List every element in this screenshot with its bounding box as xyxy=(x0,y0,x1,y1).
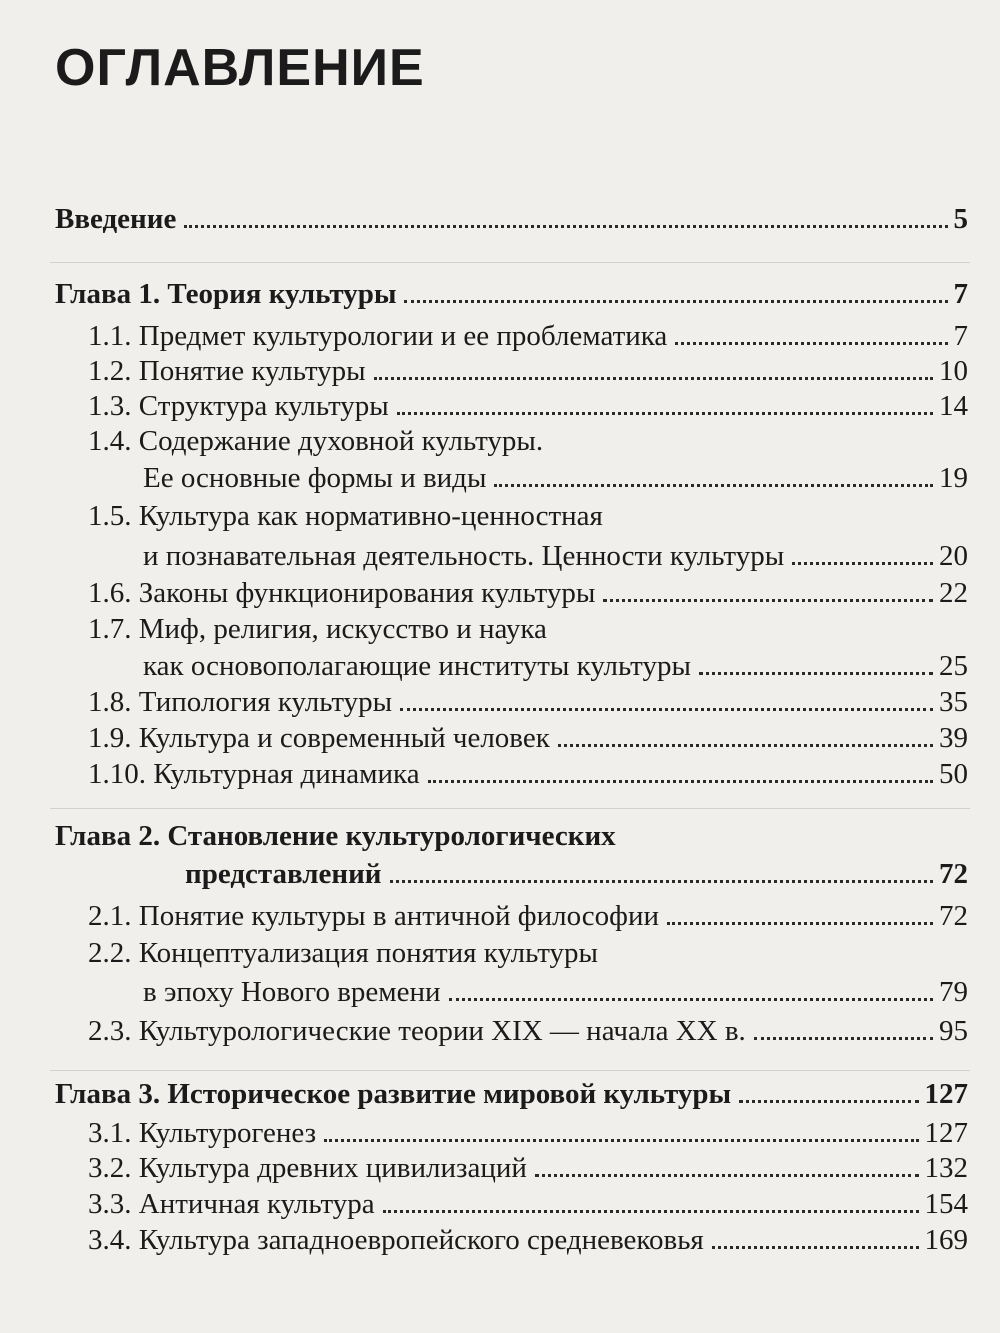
toc-chapter-entry xyxy=(55,280,968,309)
dot-leader xyxy=(699,672,933,675)
toc-entry-title: в эпоху Нового времени xyxy=(143,976,441,1008)
toc-page-number: 7 xyxy=(953,278,968,310)
toc-page-number: 10 xyxy=(939,355,968,387)
toc-entry-title: 3.4. Культура западноевропейского средневековья xyxy=(88,1224,704,1256)
toc-section-entry xyxy=(143,978,968,1007)
toc-section-entry xyxy=(143,652,968,681)
toc-page-number: 14 xyxy=(939,390,968,422)
toc-section-entry xyxy=(88,902,968,931)
toc-entry-title: 1.10. Культурная динамика xyxy=(88,758,420,790)
toc-chapter-entry xyxy=(55,822,616,851)
toc-page-number: 20 xyxy=(939,540,968,572)
section-separator xyxy=(50,1070,970,1071)
toc-section-entry xyxy=(88,502,603,531)
dot-leader xyxy=(324,1139,918,1142)
toc-page-number: 127 xyxy=(924,1117,968,1149)
toc-page-number: 154 xyxy=(924,1188,968,1220)
toc-entry-title: 1.5. Культура как нормативно-ценностная xyxy=(88,500,603,532)
toc-entry-title: 1.4. Содержание духовной культуры. xyxy=(88,425,544,457)
toc-section-entry xyxy=(88,1154,968,1183)
dot-leader xyxy=(739,1100,918,1103)
toc-entry-title: 2.1. Понятие культуры в античной философии xyxy=(88,900,659,932)
toc-entry-title: 1.7. Миф, религия, искусство и наука xyxy=(88,613,547,645)
toc-page-number: 5 xyxy=(953,203,968,235)
dot-leader xyxy=(667,922,933,925)
toc-page-number: 50 xyxy=(939,758,968,790)
toc-entry-title: 1.1. Предмет культурологии и ее проблематика xyxy=(88,320,668,352)
section-separator xyxy=(50,262,970,263)
toc-entry-title: 1.6. Законы функционирования культуры xyxy=(88,577,596,609)
dot-leader xyxy=(390,880,933,883)
toc-section-entry xyxy=(88,322,968,351)
toc-page-number: 79 xyxy=(939,976,968,1008)
toc-page-number: 25 xyxy=(939,650,968,682)
toc-entry-title: 1.9. Культура и современный человек xyxy=(88,722,550,754)
toc-entry-title: 3.1. Культурогенез xyxy=(88,1117,317,1149)
dot-leader xyxy=(494,484,933,487)
toc-section-entry xyxy=(143,542,968,571)
toc-entry-title: 3.2. Культура древних цивилизаций xyxy=(88,1152,527,1184)
dot-leader xyxy=(374,377,933,380)
toc-entry-title: 2.3. Культурологические теории XIX — начала XX в. xyxy=(88,1015,746,1047)
dot-leader xyxy=(404,300,947,303)
toc-section-entry xyxy=(88,760,968,789)
toc-chapter-entry xyxy=(55,1080,968,1109)
toc-page-number: 72 xyxy=(939,900,968,932)
dot-leader xyxy=(383,1210,919,1213)
dot-leader xyxy=(603,599,933,602)
page-title: ОГЛАВЛЕНИЕ xyxy=(55,39,425,97)
dot-leader xyxy=(675,342,947,345)
toc-entry-title: как основополагающие институты культуры xyxy=(143,650,691,682)
toc-section-entry xyxy=(88,579,968,608)
toc-section-entry xyxy=(88,357,968,386)
toc-page-number: 95 xyxy=(939,1015,968,1047)
toc-chapter-entry xyxy=(185,860,968,889)
dot-leader xyxy=(397,412,933,415)
dot-leader xyxy=(535,1174,919,1177)
dot-leader xyxy=(792,562,933,565)
toc-page-number: 169 xyxy=(924,1224,968,1256)
toc-section-entry xyxy=(88,1119,968,1148)
dot-leader xyxy=(754,1037,933,1040)
toc-page-number: 132 xyxy=(924,1152,968,1184)
toc-section-entry xyxy=(88,1190,968,1219)
toc-entry-title: 1.8. Типология культуры xyxy=(88,686,393,718)
toc-section-entry xyxy=(88,1226,968,1255)
toc-page-number: 39 xyxy=(939,722,968,754)
dot-leader xyxy=(712,1246,919,1249)
dot-leader xyxy=(184,225,947,228)
toc-entry-title: представлений xyxy=(185,858,382,890)
toc-entry-title: Глава 1. Теория культуры xyxy=(55,278,397,310)
toc-entry-title: и познавательная деятельность. Ценности культуры xyxy=(143,540,785,572)
section-separator xyxy=(50,808,970,809)
toc-section-entry xyxy=(88,724,968,753)
dot-leader xyxy=(558,744,933,747)
dot-leader xyxy=(428,780,933,783)
toc-section-entry xyxy=(88,1017,968,1046)
toc-entry-title: 1.3. Структура культуры xyxy=(88,390,389,422)
toc-section-entry xyxy=(88,939,598,968)
dot-leader xyxy=(400,708,933,711)
toc-page-number: 22 xyxy=(939,577,968,609)
toc-entry-title: Ее основные формы и виды xyxy=(143,462,487,494)
toc-entry-title: Введение xyxy=(55,203,177,235)
toc-entry-title: 3.3. Античная культура xyxy=(88,1188,375,1220)
toc-page-number: 127 xyxy=(924,1078,968,1110)
toc-page-number: 7 xyxy=(953,320,968,352)
dot-leader xyxy=(449,998,933,1001)
toc-chapter-entry xyxy=(55,205,968,234)
toc-page-number: 35 xyxy=(939,686,968,718)
toc-section-entry xyxy=(88,615,547,644)
toc-entry-title: 2.2. Концептуализация понятия культуры xyxy=(88,937,598,969)
toc-entry-title: 1.2. Понятие культуры xyxy=(88,355,366,387)
toc-page-number: 19 xyxy=(939,462,968,494)
toc-section-entry xyxy=(88,392,968,421)
toc-section-entry xyxy=(143,464,968,493)
toc-section-entry xyxy=(88,427,543,456)
toc-section-entry xyxy=(88,688,968,717)
toc-entry-title: Глава 2. Становление культурологических xyxy=(55,820,616,852)
toc-page-number: 72 xyxy=(939,858,968,890)
toc-entry-title: Глава 3. Историческое развитие мировой культуры xyxy=(55,1078,732,1110)
